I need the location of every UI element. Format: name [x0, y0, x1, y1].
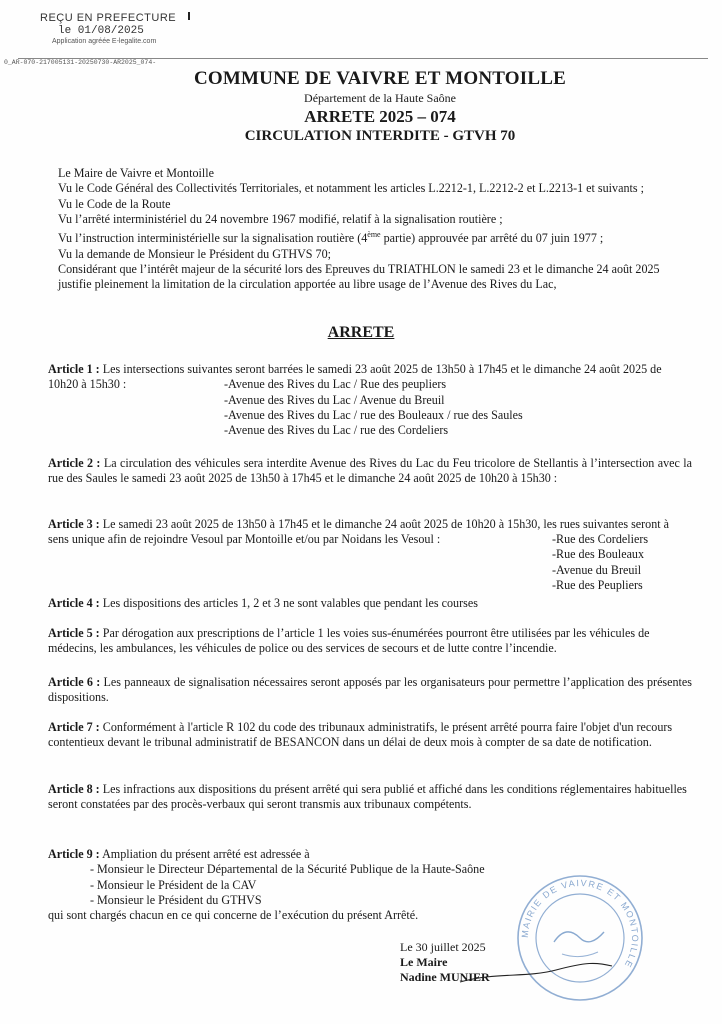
- signature-title: Le Maire: [400, 955, 448, 969]
- list-item: -Rue des Cordeliers: [552, 532, 649, 546]
- article-1: [48, 362, 692, 438]
- article-text: Les infractions aux dispositions du présent arrêté qui sera publié et affiché dans les conditions réglementaires habituelles seront constatées par des procès-verbaux qui seront transmis aux tribunaux compétents.: [48, 782, 687, 812]
- list-item: - Monsieur le Président du GTHVS: [90, 892, 262, 907]
- article-text: Par dérogation aux prescriptions de l’article 1 les voies sus-énumérées pourront être utilisées par les véhicules de médecins, les ambulances, les véhicules de police ou des services de secours et de lutte contre l’incendie.: [48, 626, 650, 656]
- stamp-reference: 0_AR-070-217005131-20250730-AR2025_074-: [4, 59, 157, 66]
- list-item: - Monsieur le Président de la CAV: [90, 877, 257, 892]
- preamble-line: Vu le Code Général des Collectivités Territoriales, et notamment les articles L.2212-1, L.2212-2 et L.2213-1 et suivants ;: [58, 181, 644, 196]
- stamp-date: le 01/08/2025: [58, 25, 144, 37]
- preamble-line: Vu la demande de Monsieur le Président du GTHVS 70;: [58, 246, 332, 261]
- preamble: [58, 166, 690, 292]
- article-label: Article 9 :: [48, 847, 100, 861]
- list-item: - Monsieur le Directeur Départemental de la Sécurité Publique de la Haute-Saône: [90, 862, 485, 877]
- article-text: Les intersections suivantes seront barrées le samedi 23 août 2025 de 13h50 à 17h45 et le dimanche 24 août 2025 de 10h20 à 15h30 :: [48, 362, 662, 392]
- scan-mark: [188, 12, 190, 20]
- preamble-line: Vu l’instruction interministérielle sur la signalisation routière (4ème partie) approuvée par arrêté du 07 juin 1977 ;: [58, 230, 604, 246]
- article-text: La circulation des véhicules sera interdite Avenue des Rives du Lac du Feu tricolore de Stellantis à l’intersection avec la rue des Saules le samedi 23 août 2025 de 13h50 à 17h45 et le dimanche 24 août 2025 de 10h20 à 15h30 :: [48, 456, 692, 486]
- article-label: Article 5 :: [48, 626, 100, 640]
- article-label: Article 8 :: [48, 782, 100, 796]
- article-text: Le samedi 23 août 2025 de 13h50 à 17h45 et le dimanche 24 août 2025 de 10h20 à 15h30, les rues suivantes seront à sens unique afin de rejoindre Vesoul par Montoille et/ou par Noidans les Vesoul :: [48, 517, 670, 547]
- stamp-received: REÇU EN PREFECTURE: [40, 12, 177, 24]
- department-line: Département de la Haute Saône: [304, 91, 456, 105]
- article-label: Article 4 :: [48, 596, 100, 610]
- preamble-line: Le Maire de Vaivre et Montoille: [58, 166, 214, 180]
- article-text: Ampliation du présent arrêté est adressée à: [102, 847, 310, 861]
- article-2: [48, 456, 692, 487]
- article-7: [48, 720, 692, 751]
- list-item: -Rue des Bouleaux: [552, 547, 645, 562]
- stamp-agreed: Application agréée E-legalite.com: [52, 38, 157, 45]
- article-label: Article 3 :: [48, 517, 100, 531]
- closing-line: qui sont chargés chacun en ce qui concerne de l’exécution du présent Arrêté.: [48, 908, 419, 923]
- list-item: -Avenue des Rives du Lac / Avenue du Breuil: [224, 392, 445, 407]
- article-label: Article 1 :: [48, 362, 100, 376]
- arrete-heading-text: ARRETE: [327, 324, 395, 341]
- intersection-list: [224, 377, 692, 438]
- list-item: -Avenue des Rives du Lac / rue des Bouleaux / rue des Saules: [224, 407, 523, 422]
- article-text: Conformément à l'article R 102 du code des tribunaux administratifs, le présent arrêté pourra faire l'objet d'un recours contentieux devant le tribunal administratif de BESANCON dans un délai de deux mois à compter de sa date de notification.: [48, 720, 673, 750]
- prefecture-stamp: [38, 12, 206, 45]
- signature-date: Le 30 juillet 2025: [400, 940, 486, 954]
- article-label: Article 2 :: [48, 456, 101, 470]
- article-6: [48, 675, 692, 706]
- arrete-subject: CIRCULATION INTERDITE - GTVH 70: [244, 128, 516, 144]
- preamble-line: Vu le Code de la Route: [58, 196, 171, 211]
- article-4: [48, 596, 692, 611]
- article-text: Les dispositions des articles 1, 2 et 3 ne sont valables que pendant les courses: [102, 596, 478, 610]
- document-header: [100, 68, 660, 145]
- article-5: [48, 626, 692, 657]
- preamble-line: Vu l’arrêté interministériel du 24 novembre 1967 modifié, relatif à la signalisation routière ;: [58, 211, 503, 226]
- list-item: -Rue des Peupliers: [552, 577, 643, 592]
- article-text: Les panneaux de signalisation nécessaires seront apposés par les organisateurs pour permettre l’application des présentes dispositions.: [48, 675, 692, 705]
- list-item: -Avenue des Rives du Lac / Rue des peupliers: [224, 377, 447, 392]
- one-way-street-list: [552, 532, 648, 593]
- list-item: -Avenue du Breuil: [552, 562, 642, 577]
- article-8: [48, 782, 692, 813]
- commune-title: COMMUNE DE VAIVRE ET MONTOILLE: [194, 68, 566, 89]
- arrete-number: ARRETE 2025 – 074: [304, 107, 456, 126]
- arrete-heading: [0, 324, 722, 342]
- signature-name: Nadine MUNIER: [400, 970, 490, 984]
- list-item: -Avenue des Rives du Lac / rue des Cordeliers: [224, 423, 449, 438]
- svg-text:MAIRIE DE VAIVRE ET MONTOILLE: MAIRIE DE VAIVRE ET MONTOILLE: [519, 877, 641, 971]
- article-label: Article 6 :: [48, 675, 101, 689]
- article-label: Article 7 :: [48, 720, 100, 734]
- signature-block: [400, 940, 490, 985]
- preamble-line: Considérant que l’intérêt majeur de la sécurité lors des Epreuves du TRIATHLON le samedi 23 et le dimanche 24 août 2025 justifie pleinement la limitation de la circulation apportée au libre usage de l’Avenue des Rives du Lac,: [58, 261, 660, 292]
